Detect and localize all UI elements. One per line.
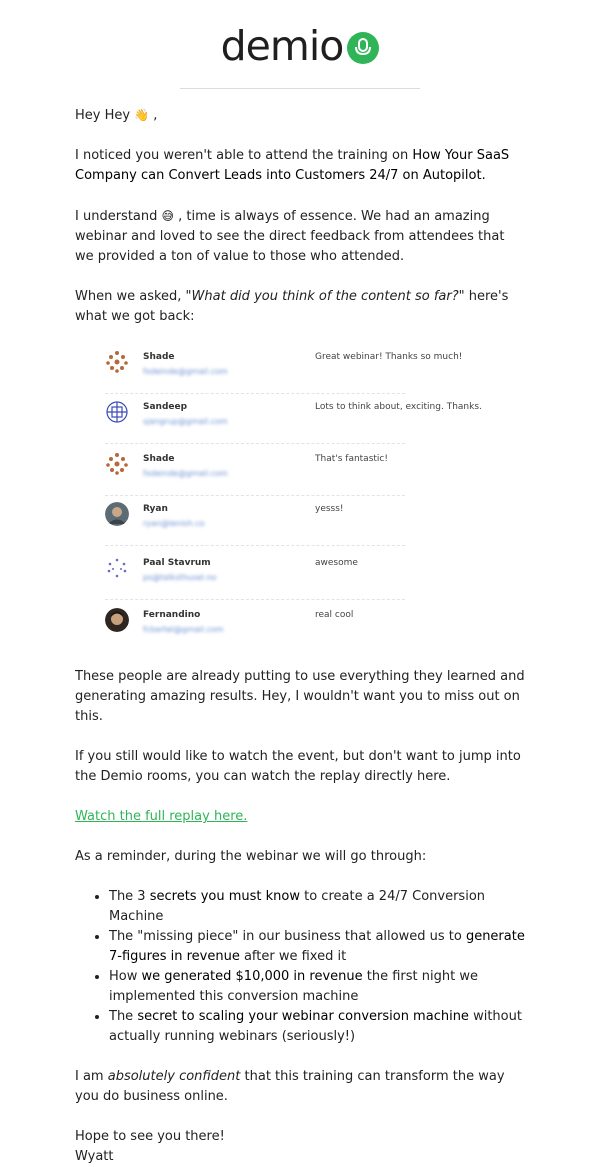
replay-link-paragraph	[75, 807, 525, 827]
paragraph-question: When we asked, "What did you think of the content so far?" here's what we got back:	[75, 289, 509, 324]
watch-replay-link[interactable]: Watch the full replay here.	[75, 809, 248, 824]
comment-row	[105, 553, 405, 600]
paragraph-results: These people are already putting to use everything they learned and generating amazing results. Hey, I wouldn't want you to miss out on this.	[75, 669, 525, 724]
avatar-photo-icon	[105, 502, 129, 526]
comment-text: real cool	[315, 610, 354, 620]
waving-hand-icon: 👋	[134, 108, 150, 122]
comment-author: Fernandino	[143, 610, 201, 620]
comment-email: ryan@lenish.co	[143, 519, 205, 528]
paragraph-replay: If you still would like to watch the event, but don't want to jump into the Demio rooms, you can watch the replay directly here.	[75, 749, 521, 784]
comment-author: Sandeep	[143, 402, 188, 412]
comment-row	[105, 499, 405, 546]
comment-text: yesss!	[315, 504, 344, 514]
comment-row	[105, 449, 405, 496]
demio-wordmark: demio	[220, 22, 344, 70]
paragraph-confident: I am absolutely confident that this training can transform the way you do business online.	[75, 1069, 505, 1104]
question-quote: "What did you think of the content so far?"	[185, 289, 465, 304]
list-item: • How we generated $10,000 in revenue the first night we implemented this conversion machine	[109, 967, 525, 1007]
training-title: How Your SaaS Company can Convert Leads into Customers 24/7 on Autopilot.	[75, 148, 510, 183]
smiling-sweat-icon: 😅	[161, 209, 175, 223]
comment-author: Shade	[143, 352, 175, 362]
comment-row	[105, 605, 405, 651]
comment-text: Lots to think about, exciting. Thanks.	[315, 402, 482, 412]
sender-name: Wyatt	[75, 1149, 114, 1164]
comment-email: ps@talksthusel.no	[143, 573, 217, 582]
paragraph-intro: I noticed you weren't able to attend the training on How Your SaaS Company can Convert Leads into Customers 24/7 on Autopilot.	[75, 148, 510, 183]
comment-text: That's fantastic!	[315, 454, 388, 464]
comment-email: fcbartel@gmail.com	[143, 625, 224, 634]
comment-author: Paal Stavrum	[143, 558, 211, 568]
comments-list	[75, 347, 525, 647]
header-divider	[180, 88, 420, 89]
list-item: • The secret to scaling your webinar conversion machine without actually running webinars (seriously!)	[109, 1007, 525, 1047]
paragraph-reminder: As a reminder, during the webinar we will go through:	[75, 849, 427, 864]
avatar-pattern-icon	[105, 400, 129, 424]
list-item: • The 3 secrets you must know to create a 24/7 Conversion Machine	[109, 887, 525, 927]
comment-text: awesome	[315, 558, 358, 568]
list-item: • The "missing piece" in our business that allowed us to generate 7-figures in revenue after we fixed it	[109, 927, 525, 967]
signoff: Hope to see you there! Wyatt	[75, 1129, 225, 1164]
comment-email: sjangrup@gmail.com	[143, 417, 228, 426]
comment-row	[105, 397, 482, 444]
avatar-pattern-icon	[105, 452, 129, 476]
comment-author: Shade	[143, 454, 175, 464]
avatar-photo-icon	[105, 608, 129, 632]
comment-author: Ryan	[143, 504, 168, 514]
comment-email: fxdeinde@gmail.com	[143, 469, 228, 478]
comment-email: fxdeinde@gmail.com	[143, 367, 228, 376]
avatar-pattern-icon	[105, 556, 129, 580]
email-body	[75, 105, 525, 1167]
comment-row	[105, 347, 463, 394]
comment-text: Great webinar! Thanks so much!	[315, 352, 463, 362]
header-logo	[0, 24, 600, 68]
avatar-pattern-icon	[105, 350, 129, 374]
agenda-list	[75, 887, 525, 1047]
greeting: Hey Hey 👋 ,	[75, 108, 158, 123]
paragraph-understand: I understand 😅 , time is always of essence. We had an amazing webinar and loved to see the direct feedback from attendees that we provided a ton of value to those who attended.	[75, 209, 505, 264]
microphone-icon	[347, 32, 379, 64]
